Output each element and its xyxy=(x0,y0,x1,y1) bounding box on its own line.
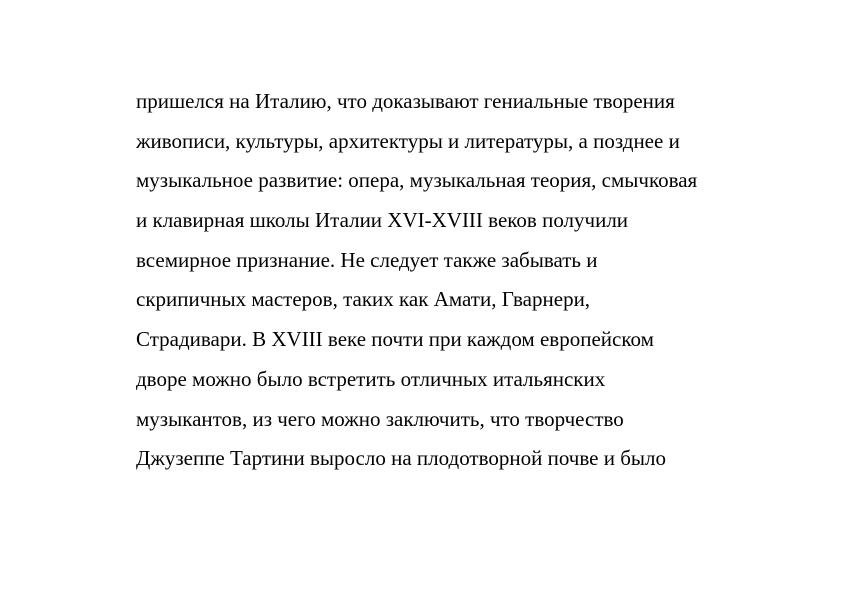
text-line: пришелся на Италию, что доказывают гениальные творения xyxy=(136,89,675,113)
text-line: Страдивари. В XVIII веке почти при каждом европейском xyxy=(136,327,654,352)
text-line: музыкальное развитие: опера, музыкальная теория, смычковая xyxy=(136,168,698,193)
text-line: скрипичных мастеров, таких как Амати, Гварнери, xyxy=(136,287,591,312)
text-line: дворе можно было встретить отличных итальянских xyxy=(136,366,606,391)
text-line: музыкантов, из чего можно заключить, что творчество xyxy=(136,406,624,431)
text-line: живописи, культуры, архитектуры и литературы, а позднее и xyxy=(136,128,680,153)
text-line: Джузеппе Тартини выросло на плодотворной почве и было xyxy=(136,446,666,471)
body-text xyxy=(136,86,756,483)
text-line: и клавирная школы Италии XVI-XVIII веков получили xyxy=(136,208,629,233)
text-line: всемирное признание. Не следует также забывать и xyxy=(136,247,598,272)
